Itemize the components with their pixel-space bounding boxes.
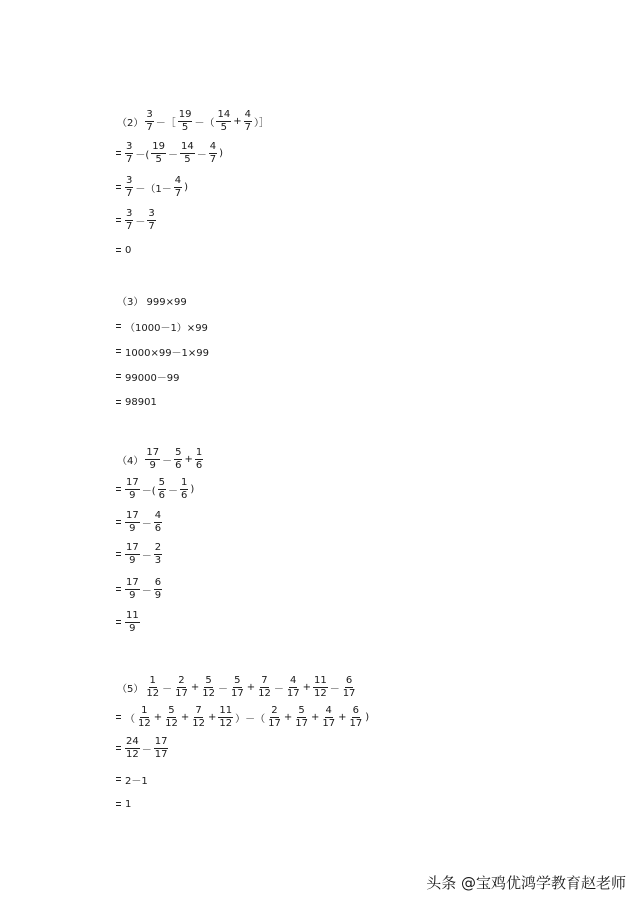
fraction [125,209,133,232]
expression-text: －( [135,149,150,161]
fraction-denominator: 5 [184,153,191,165]
expression-text: ) [365,711,370,723]
fraction-denominator: 12 [146,687,160,699]
expression-text: － [141,585,152,597]
fraction [257,676,272,699]
fraction [158,478,166,501]
fraction [201,676,216,699]
fraction-denominator: 17 [349,717,363,729]
fraction-denominator: 7 [209,153,217,165]
fraction [174,448,182,471]
expression-text: + [338,711,347,723]
expression-text: 1000×99－1×99 [125,347,210,359]
fraction-numerator: 1 [149,674,156,686]
fraction-numerator: 5 [234,674,241,686]
fraction [137,706,152,729]
equals-sign [116,374,121,378]
fraction [125,478,140,501]
expression-text: + [283,711,293,723]
fraction-numerator: 2 [271,704,278,716]
fraction-numerator: 3 [126,140,133,152]
expression-text: （3） 999×99 [117,296,187,308]
fraction-denominator: 12 [192,717,205,729]
fraction [125,611,140,634]
expression-text: + [190,681,200,693]
problem-2-line-5 [0,235,132,265]
fraction-denominator: 7 [126,220,133,232]
expression-text: ) [190,483,195,495]
fraction-numerator: 5 [205,674,212,686]
fraction [321,706,336,729]
expression-text: + [207,711,217,723]
fraction [348,706,363,729]
fraction-denominator: 12 [138,717,151,729]
fraction-denominator: 12 [165,717,178,729]
fraction-denominator: 6 [175,459,182,471]
fraction-denominator: 17 [322,717,336,729]
fraction [125,142,133,165]
fraction [244,110,252,133]
fraction-denominator: 17 [230,687,244,699]
expression-text: － [162,455,173,467]
equals-sign [116,777,121,781]
fraction-numerator: 4 [174,174,182,186]
fraction [174,676,189,699]
problem-4-line-1 [0,444,204,474]
fraction-numerator: 11 [219,704,233,716]
fraction-numerator: 1 [181,476,188,488]
expression-text: －［ [155,117,176,129]
fraction-numerator: 17 [126,509,139,521]
fraction-numerator: 17 [126,476,139,488]
expression-text: － [141,518,152,530]
fraction [216,110,231,133]
fraction-denominator: 7 [126,153,133,165]
fraction-denominator: 7 [148,220,155,232]
fraction-numerator: 11 [313,674,327,686]
fraction-denominator: 9 [129,522,136,534]
fraction-numerator: 4 [325,704,332,716]
fraction-denominator: 12 [126,748,139,760]
expression-text: 2－1 [125,775,148,787]
fraction-numerator: 17 [146,446,160,458]
fraction [267,706,282,729]
problem-2-line-1 [0,106,270,136]
expression-text: + [246,681,256,693]
fraction-numerator: 2 [178,674,185,686]
fraction [180,142,195,165]
fraction-denominator: 5 [155,153,162,165]
fraction [178,110,193,133]
expression-text: （1000－1）×99 [125,322,208,334]
expression-text: + [233,115,242,127]
problem-5-line-3 [0,733,169,763]
problem-4-line-4 [0,539,163,569]
expression-text: － [217,683,228,695]
fraction-denominator: 6 [181,489,188,501]
fraction [125,176,133,199]
fraction-numerator: 3 [126,174,133,186]
fraction-numerator: 4 [290,674,297,686]
expression-text: （ [125,713,135,725]
equals-sign [116,552,121,556]
problem-3-line-5 [0,387,158,417]
fraction-denominator: 12 [313,687,327,699]
equals-sign [116,248,121,252]
equals-sign [116,349,121,353]
fraction-denominator: 17 [154,748,168,760]
expression-text: + [310,711,320,723]
fraction-denominator: 9 [129,489,136,501]
expression-text: + [184,453,193,465]
fraction-denominator: 17 [268,717,281,729]
fraction-denominator: 9 [129,589,136,601]
expression-text: － [329,683,340,695]
fraction [313,676,328,699]
fraction-numerator: 1 [195,446,203,458]
equals-sign [116,715,121,719]
fraction-numerator: 7 [261,674,268,686]
fraction-numerator: 19 [152,140,166,152]
fraction-numerator: 4 [154,509,162,521]
fraction-numerator: 5 [298,704,305,716]
fraction-numerator: 5 [168,704,175,716]
expression-text: + [153,711,163,723]
equals-sign [116,802,121,806]
expression-text: － [168,149,179,161]
expression-text: + [302,681,311,693]
equals-sign [116,746,121,750]
expression-text: － [141,550,152,562]
fraction [154,511,162,534]
fraction-numerator: 14 [217,108,231,120]
fraction-denominator: 6 [154,522,162,534]
fraction [151,142,166,165]
expression-text: － [196,149,207,161]
fraction-numerator: 6 [154,576,162,588]
fraction-numerator: 3 [146,108,153,120]
fraction [191,706,206,729]
fraction [174,176,182,199]
equals-sign [116,185,121,189]
fraction [180,478,188,501]
fraction [145,676,160,699]
problem-5-line-2 [0,702,370,732]
fraction-numerator: 19 [178,108,192,120]
expression-text: 98901 [125,396,157,408]
fraction-numerator: 6 [345,674,353,686]
fraction-denominator: 12 [219,717,233,729]
expression-text: 99000－99 [125,372,180,384]
expression-text: （5） [117,683,144,695]
expression-text: －（1－ [135,183,172,195]
expression-text: （2） [117,117,144,129]
fraction-numerator: 7 [195,704,202,716]
fraction-numerator: 17 [126,576,139,588]
expression-text: 0 [125,244,132,256]
fraction [147,209,155,232]
fraction-numerator: 24 [126,735,139,747]
fraction-numerator: 14 [181,140,194,152]
fraction-denominator: 17 [295,717,308,729]
equals-sign [116,587,121,591]
fraction-numerator: 3 [148,207,155,219]
fraction [286,676,301,699]
fraction-denominator: 9 [129,554,136,566]
problem-4-line-3 [0,507,163,537]
equals-sign [116,324,121,328]
fraction [125,578,140,601]
fraction-denominator: 7 [174,187,182,199]
fraction [230,676,245,699]
fraction-numerator: 17 [154,735,168,747]
fraction-denominator: 7 [244,121,251,133]
equals-sign [116,400,121,404]
equals-sign [116,151,121,155]
expression-text: － [273,683,284,695]
expression-text: ）］ [253,117,269,129]
fraction [154,737,169,760]
fraction [342,676,357,699]
fraction [145,448,160,471]
fraction-denominator: 6 [195,459,203,471]
equals-sign [116,520,121,524]
expression-text: －（ [194,117,215,129]
fraction-denominator: 7 [146,121,153,133]
expression-text: ）－（ [235,713,266,725]
fraction-denominator: 9 [149,459,156,471]
expression-text: － [141,744,152,756]
expression-text: － [162,683,173,695]
fraction [125,737,140,760]
fraction [154,543,162,566]
fraction-denominator: 9 [154,589,162,601]
expression-text: （4） [117,455,144,467]
fraction-numerator: 17 [126,541,139,553]
fraction [294,706,309,729]
fraction-denominator: 9 [129,622,136,634]
expression-text: －( [141,485,156,497]
fraction-numerator: 2 [154,541,162,553]
fraction-denominator: 17 [175,687,188,699]
fraction [125,511,140,534]
problem-2-line-4 [0,205,157,235]
expression-text: ) [184,181,189,193]
problem-4-line-6 [0,607,141,637]
problem-5-line-1 [0,672,357,702]
fraction-numerator: 6 [352,704,360,716]
fraction-numerator: 5 [158,476,166,488]
expression-text: + [180,711,190,723]
fraction [145,110,153,133]
problem-4-line-2 [0,474,195,504]
fraction-numerator: 4 [244,108,251,120]
fraction-denominator: 6 [158,489,166,501]
fraction-numerator: 5 [175,446,182,458]
fraction-denominator: 3 [154,554,162,566]
fraction [164,706,179,729]
problem-4-line-5 [0,574,163,604]
fraction-numerator: 4 [209,140,217,152]
expression-text: 1 [125,798,132,810]
problem-2-line-2 [0,138,224,168]
fraction [209,142,217,165]
fraction [154,578,162,601]
expression-text: ) [219,147,224,159]
fraction-numerator: 11 [126,609,139,621]
problem-5-line-5 [0,789,132,819]
watermark-text: 头条 @宝鸡优鸿学教育赵老师 [426,874,626,892]
fraction [195,448,203,471]
fraction-denominator: 5 [181,121,189,133]
equals-sign [116,218,121,222]
expression-text: － [168,485,179,497]
fraction [218,706,233,729]
problem-2-line-3 [0,172,189,202]
fraction-denominator: 12 [258,687,271,699]
fraction [125,543,140,566]
equals-sign [116,620,121,624]
fraction-denominator: 7 [126,187,133,199]
fraction-numerator: 1 [141,704,148,716]
fraction-denominator: 5 [220,121,228,133]
fraction-numerator: 3 [126,207,133,219]
fraction-denominator: 17 [286,687,300,699]
fraction-denominator: 12 [202,687,215,699]
fraction-denominator: 17 [342,687,356,699]
equals-sign [116,487,121,491]
expression-text: － [135,216,146,228]
